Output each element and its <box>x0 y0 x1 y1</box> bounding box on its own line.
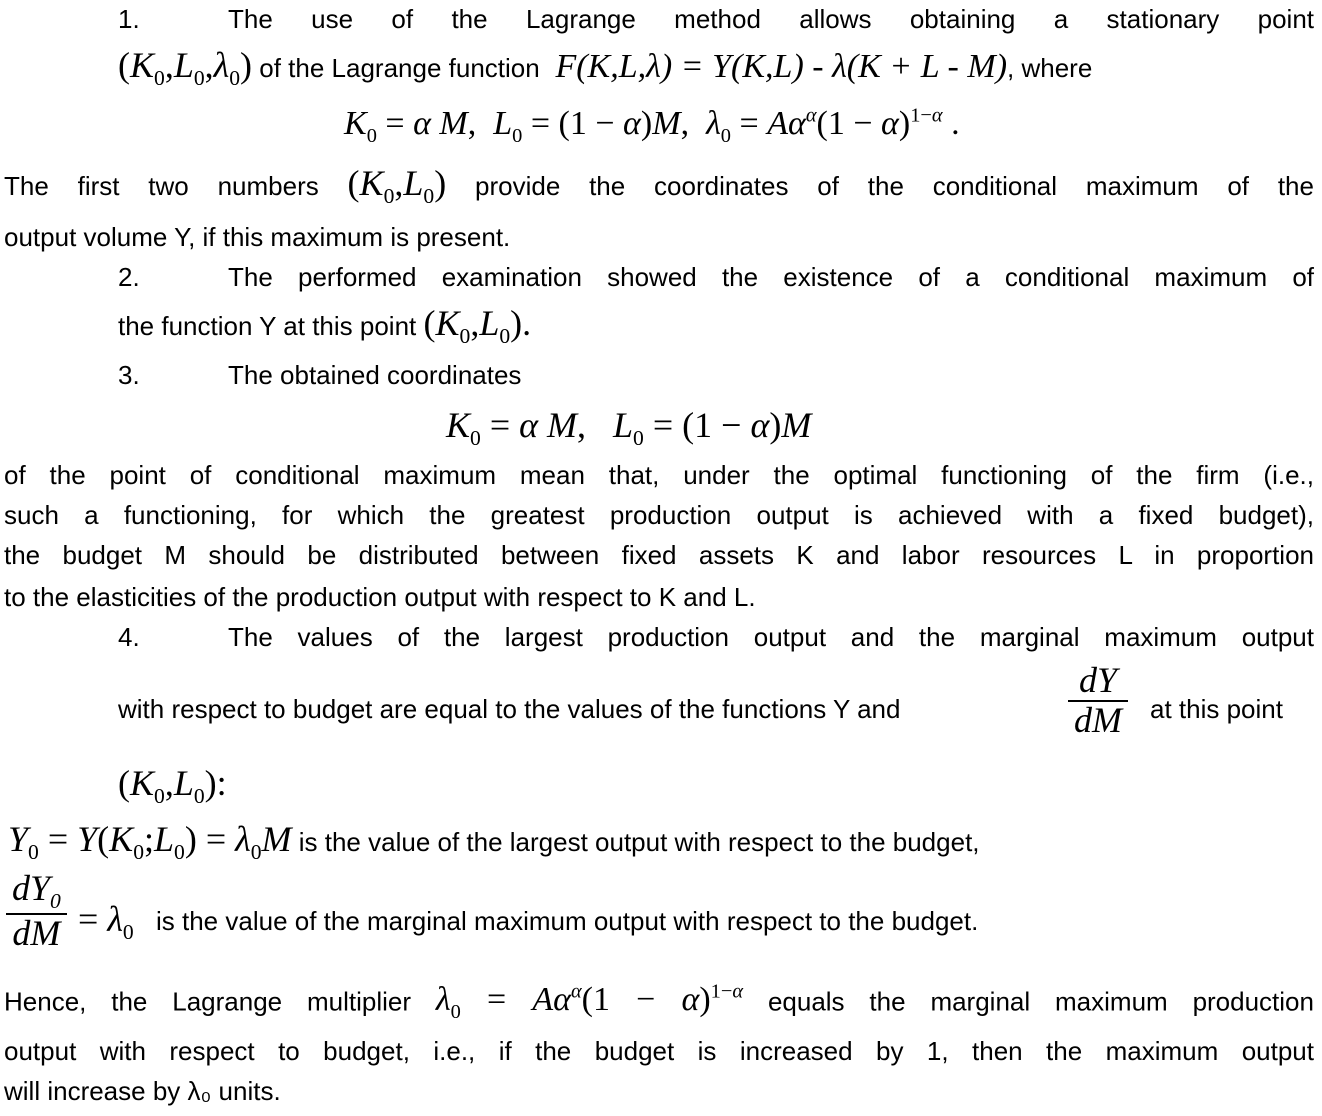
point-k0-l0-lambda0: $(K_0,L_0,\lambda_0)$ <box>118 45 253 91</box>
fraction-dy0-denominator: dM <box>12 912 61 953</box>
item-1-number: 1. <box>118 4 140 34</box>
conclusion-line-2: output with respect to budget, i.e., if the budget is increased by 1, then the maximum output <box>4 1036 1314 1066</box>
item-1-line-1: The use of the Lagrange method allows obtaining a stationary point <box>228 4 1314 34</box>
conclusion-text-b: equals the marginal maximum production <box>767 986 1314 1017</box>
item-4-number: 4. <box>118 622 140 652</box>
y0-formula: $Y_0$ = $Y(K_0;L_0) = \lambda_0M$ <box>8 819 292 865</box>
item-4-pair: $(K_0,L_0)$: <box>118 763 227 809</box>
para-1-text-b: provide the coordinates of the conditional maximum of the <box>475 171 1314 201</box>
fraction-denominator: dM <box>1074 699 1122 740</box>
dy0-text: is the value of the marginal maximum output with respect to the budget. <box>156 906 979 936</box>
conclusion-line-1 <box>4 980 1314 1025</box>
item-4-line-1: The values of the largest production output and the marginal maximum output <box>228 622 1314 652</box>
para-2-line-4: to the elasticities of the production output with respect to K and L. <box>4 582 756 612</box>
fraction-dy0-numerator: $dY_0$ <box>6 870 67 915</box>
item-1-solution-formula: $K_0 = \alpha$ M, $L_0 = (1 - \alpha)M$, $\lambda_0 = A\alpha^\alpha(1 - \alpha)^{1-\alpha}$ . <box>344 105 960 148</box>
para-2-line-3: the budget M should be distributed between fixed assets K and labor resources L in proportion <box>4 540 1314 570</box>
text-where: , where <box>1007 53 1093 83</box>
item-4-line-2-a: with respect to budget are equal to the values of the functions Y and <box>118 694 901 724</box>
item-4-line-2-b: at this point <box>1150 694 1283 724</box>
fraction-dy-dm <box>1068 662 1128 740</box>
para-1-line-1 <box>4 162 1314 210</box>
y0-text: is the value of the largest output with respect to the budget, <box>298 827 980 857</box>
conclusion-line-3: will increase by λ₀ units. <box>4 1076 281 1106</box>
para-2-line-2: such a functioning, for which the greatest production output is achieved with a fixed budget), <box>4 500 1314 530</box>
text-of-the-lagrange-function: of the Lagrange function <box>259 53 540 83</box>
item-2-text: the function Y at this point <box>118 311 417 341</box>
item-3-number: 3. <box>118 360 140 390</box>
item-2-line-1: The performed examination showed the existence of a conditional maximum of <box>228 262 1314 292</box>
item-2-number: 2. <box>118 262 140 292</box>
lambda0-formula: $\lambda_0 = A\alpha^\alpha(1 - \alpha)^{1-\alpha}$ <box>435 981 744 1024</box>
para-1-line-2: output volume Y, if this maximum is present. <box>4 222 511 252</box>
item-2-line-2 <box>118 302 531 350</box>
pair-k0-l0-item-2: $(K_0,L_0)$. <box>423 303 532 349</box>
dy0-rhs: = $\lambda_0$ <box>78 899 134 945</box>
fraction-numerator: dY <box>1068 662 1128 702</box>
result-y0-line <box>8 818 980 866</box>
fraction-dy0-dm <box>6 870 67 953</box>
conclusion-text-a: Hence, the Lagrange multiplier <box>4 986 412 1017</box>
para-1-text-a: The first two numbers <box>4 171 319 201</box>
pair-k0-l0: $(K_0,L_0)$ <box>347 163 447 209</box>
item-1-line-2 <box>118 44 1092 92</box>
para-2-line-1: of the point of conditional maximum mean that, under the optimal functioning of the firm (i.e., <box>4 460 1314 490</box>
item-3-formula: $K_0 = \alpha$ M, $L_0 = (1 - \alpha)M$ <box>446 405 812 451</box>
lagrange-function-formula: F(K,L,λ) = Y(K,L) - λ(K + L - M) <box>546 48 1008 85</box>
item-3-line-1: The obtained coordinates <box>228 360 522 390</box>
